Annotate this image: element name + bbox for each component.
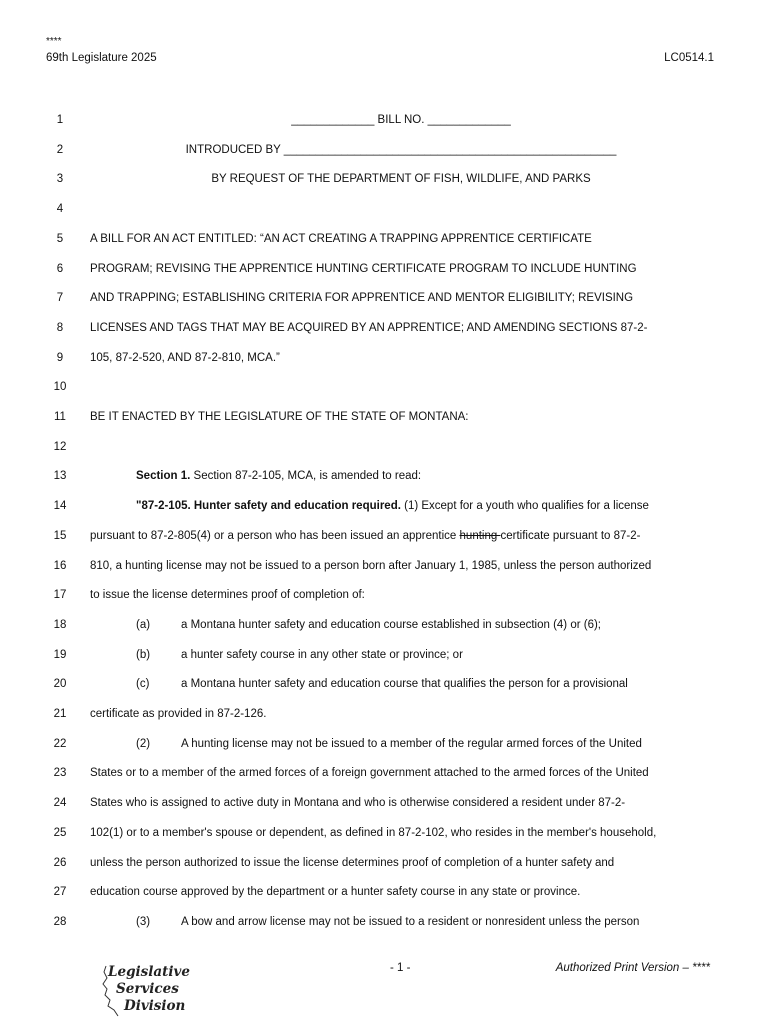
line-number: 8 (56, 321, 64, 334)
page-number: - 1 - (390, 962, 411, 974)
bill-line-text (90, 589, 365, 601)
bill-line-text (90, 767, 649, 779)
bill-line-text (90, 530, 640, 542)
subsection-label: (c) (136, 678, 150, 691)
line-number: 12 (53, 440, 67, 453)
bill-line-text (90, 886, 580, 898)
line-number: 10 (53, 381, 67, 394)
line-number: 2 (56, 143, 64, 156)
line-number: 25 (53, 826, 67, 839)
bill-line-text (181, 916, 639, 928)
line-number: 22 (53, 737, 67, 750)
line-number: 17 (53, 589, 67, 602)
line-number: 16 (53, 559, 67, 572)
bill-line-text (181, 649, 463, 661)
authorized-print-version: Authorized Print Version – **** (555, 962, 710, 974)
bill-line-text (90, 233, 592, 245)
bill-line-text (90, 173, 712, 185)
line-number: 5 (56, 232, 64, 245)
line-number: 7 (56, 292, 64, 305)
line-number: 4 (56, 203, 64, 216)
text-run: LICENSES AND TAGS THAT MAY BE ACQUIRED BY AN APPRENTICE; AND AMENDING SECTIONS 87-2- (90, 321, 648, 334)
text-run: BE IT ENACTED BY THE LEGISLATURE OF THE STATE OF MONTANA: (90, 411, 469, 423)
logo-word-2: Services (116, 981, 179, 997)
line-number: 20 (53, 678, 67, 691)
text-run: A hunting license may not be issued to a member of the regular armed forces of the United (181, 737, 642, 750)
bill-line-text (90, 827, 656, 839)
bill-line-text (90, 114, 712, 126)
bill-line-text (90, 263, 637, 275)
line-number: 28 (53, 915, 67, 928)
line-number: 6 (56, 262, 64, 275)
text-run: (1) Except for a youth who qualifies for a license (400, 500, 649, 513)
bill-line-text (90, 797, 625, 809)
bill-line-text (136, 500, 649, 512)
text-run: 105, 87-2-520, AND 87-2-810, MCA.” (90, 351, 280, 364)
subsection-label: (2) (136, 737, 151, 750)
bill-line-text (181, 619, 601, 631)
line-number: 13 (53, 470, 67, 483)
subsection-label: (3) (136, 915, 151, 928)
bill-line-text (90, 708, 266, 720)
legislative-services-logo (98, 962, 193, 1018)
bill-line-text (90, 560, 651, 572)
line-number: 11 (54, 411, 66, 423)
bill-line-text (90, 857, 614, 869)
text-run: 102(1) or to a member's spouse or dependent, as defined in 87-2-102, who resides in the member's household, (90, 826, 657, 839)
text-run: Section 87-2-105, MCA, is amended to read: (190, 470, 422, 483)
line-number: 18 (53, 618, 67, 631)
legislature-session: 69th Legislature 2025 (46, 52, 157, 64)
bill-line-text (90, 322, 647, 334)
text-run: education course approved by the department or a hunter safety course in any state or province. (90, 886, 581, 899)
bill-line-text (90, 292, 633, 304)
line-number: 14 (53, 500, 67, 513)
subsection-label: (a) (136, 618, 151, 631)
text-run: unless the person authorized to issue the license determines proof of completion of a hunter safety and (90, 856, 615, 869)
line-number: 27 (53, 886, 67, 899)
line-number: 1 (56, 114, 64, 126)
line-number: 26 (53, 856, 67, 869)
logo-word-3: Division (124, 998, 186, 1014)
bold-text: "87-2-105. Hunter safety and education required. (136, 500, 401, 513)
text-run: a hunter safety course in any other state or province; or (181, 648, 463, 661)
bold-text: Section 1. (136, 470, 191, 483)
text-run: certificate as provided in 87-2-126. (90, 708, 267, 720)
bill-line-text (90, 352, 280, 364)
bill-line-text (90, 411, 469, 423)
text-run: 810, a hunting license may not be issued to a person born after January 1, 1985, unless the person authorized (90, 559, 652, 572)
logo-word-1: Legislative (108, 964, 190, 980)
line-number: 15 (53, 529, 67, 542)
subsection-label: (b) (136, 648, 151, 661)
text-run: PROGRAM; REVISING THE APPRENTICE HUNTING CERTIFICATE PROGRAM TO INCLUDE HUNTING (90, 262, 637, 275)
text-run: to issue the license determines proof of completion of: (90, 589, 365, 602)
bill-line-text (90, 144, 712, 156)
line-number: 23 (53, 767, 67, 780)
bill-line-text (181, 738, 642, 750)
text-run: AND TRAPPING; ESTABLISHING CRITERIA FOR APPRENTICE AND MENTOR ELIGIBILITY; REVISING (90, 292, 634, 305)
text-run: pursuant to 87-2-805(4) or a person who has been issued an apprentice (90, 529, 460, 542)
text-run: _____________ BILL NO. _____________ (291, 114, 511, 126)
header-stars: **** (46, 36, 62, 47)
text-run: A BILL FOR AN ACT ENTITLED: “AN ACT CREATING A TRAPPING APPRENTICE CERTIFICATE (90, 232, 592, 245)
line-number: 9 (56, 351, 64, 364)
text-run: certificate pursuant to 87-2- (500, 529, 641, 542)
text-run: a Montana hunter safety and education course established in subsection (4) or (6); (181, 618, 601, 631)
text-run: INTRODUCED BY ____________________________________________________ (185, 143, 617, 156)
line-number: 19 (53, 648, 67, 661)
bill-line-text (136, 470, 421, 482)
text-run: States or to a member of the armed forces of a foreign government attached to the armed forces of the United (90, 767, 649, 780)
text-run: A bow and arrow license may not be issued to a resident or nonresident unless the person (181, 915, 640, 928)
struck-text: hunting (459, 529, 501, 542)
text-run: BY REQUEST OF THE DEPARTMENT OF FISH, WILDLIFE, AND PARKS (211, 173, 591, 186)
bill-line-text (181, 678, 628, 690)
line-number: 24 (53, 797, 67, 810)
line-number: 21 (53, 708, 67, 720)
lc-number: LC0514.1 (664, 52, 714, 64)
text-run: States who is assigned to active duty in Montana and who is otherwise considered a resident under 87-2- (90, 797, 626, 810)
line-number: 3 (56, 173, 64, 186)
text-run: a Montana hunter safety and education course that qualifies the person for a provisional (181, 678, 628, 691)
